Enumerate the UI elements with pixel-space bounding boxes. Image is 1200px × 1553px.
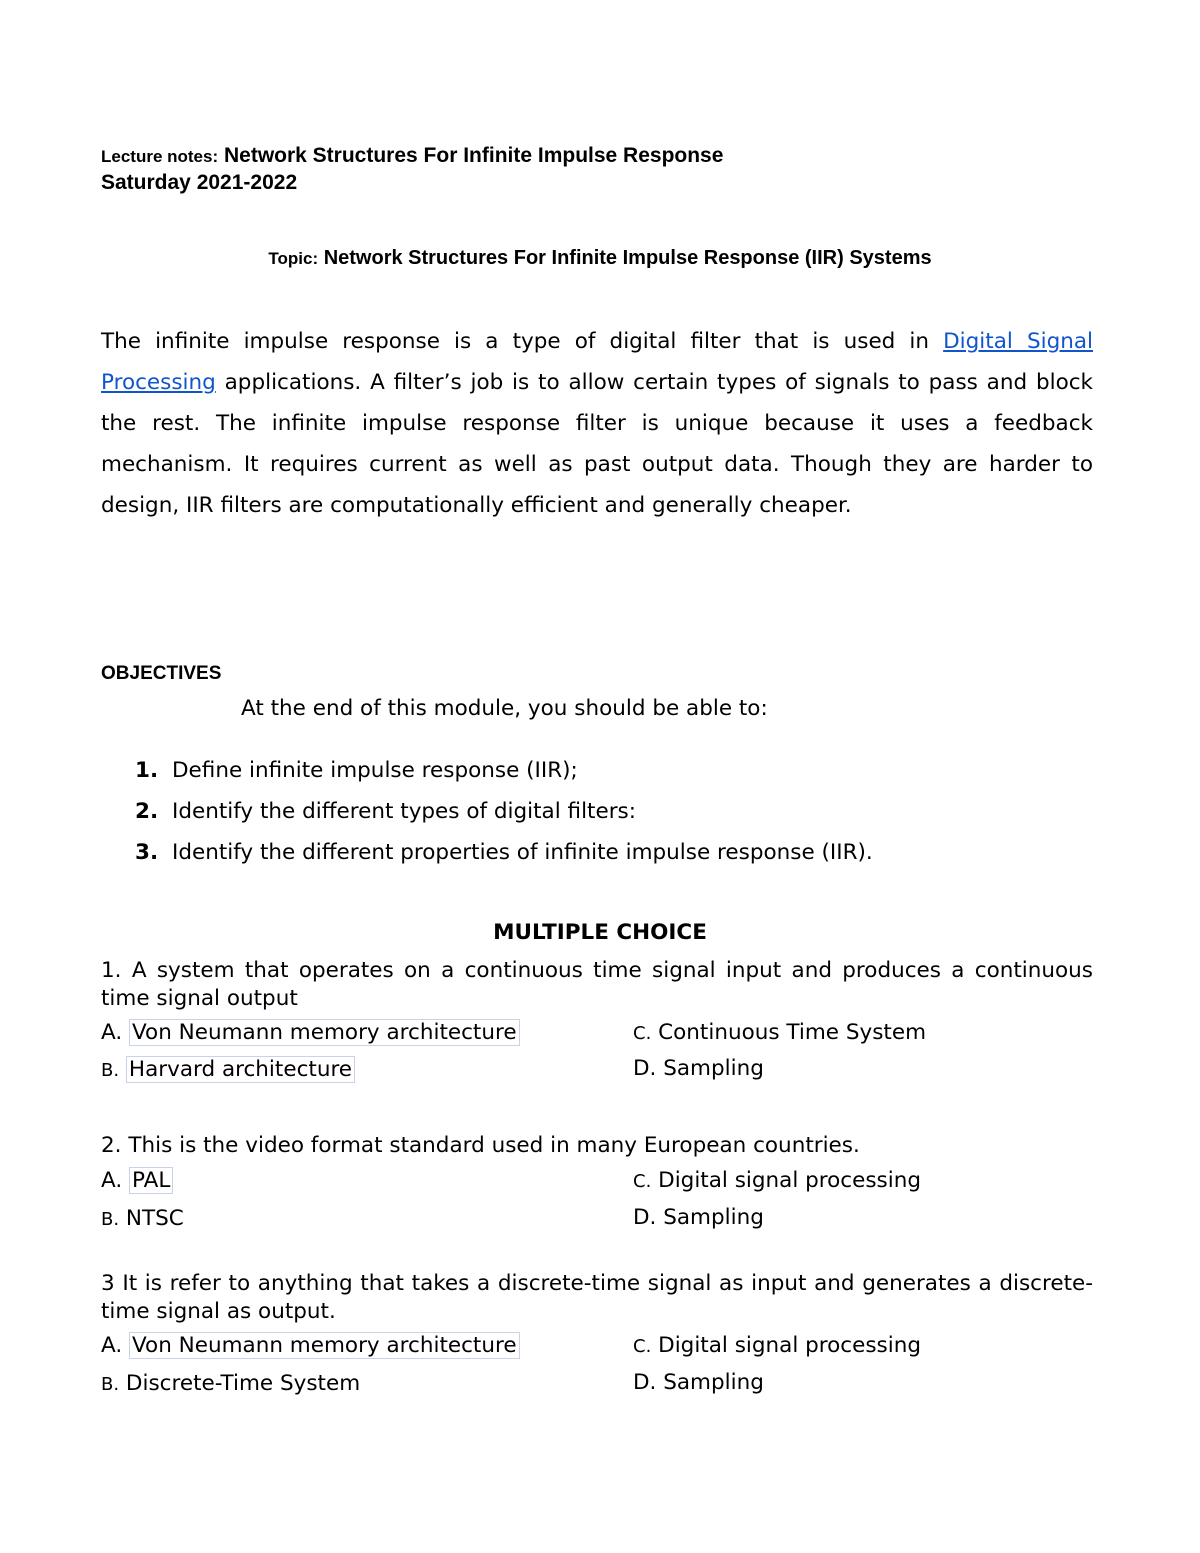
question-3-choice-c [633, 1333, 921, 1358]
objectives-list [135, 758, 873, 881]
choice-letter: B. [101, 1209, 120, 1230]
choice-text: Sampling [663, 1056, 764, 1081]
choice-text: Continuous Time System [658, 1020, 927, 1045]
choice-letter: D. [633, 1056, 657, 1081]
choice-letter: A. [101, 1020, 123, 1045]
lecture-title: Network Structures For Infinite Impulse Response [223, 144, 724, 167]
question-2-choice-c [633, 1168, 921, 1193]
choice-text: Sampling [663, 1205, 764, 1230]
choice-letter: B. [101, 1060, 120, 1081]
list-item-text: Define infinite impulse response (IIR); [172, 758, 578, 783]
list-item [135, 758, 873, 799]
lecture-label: Lecture notes: [101, 147, 219, 166]
choice-text: Digital signal processing [658, 1168, 922, 1193]
choice-letter: D. [633, 1205, 657, 1230]
list-item-text: Identify the different types of digital filters: [172, 799, 636, 824]
topic-title: Network Structures For Infinite Impulse Response (IIR) Systems [323, 247, 932, 269]
objectives-intro: At the end of this module, you should be able to: [241, 696, 768, 721]
choice-text: Discrete-Time System [125, 1371, 361, 1396]
question-1-choice-c [633, 1020, 926, 1045]
lecture-title-line [101, 144, 723, 168]
choice-letter: A. [101, 1168, 123, 1193]
multiple-choice-heading: MULTIPLE CHOICE [493, 920, 707, 945]
question-2-choice-a [101, 1168, 173, 1193]
choice-letter: C. [633, 1336, 652, 1357]
choice-letter: B. [101, 1374, 120, 1395]
list-item-text: Identify the different properties of infinite impulse response (IIR). [172, 840, 873, 865]
objectives-heading: OBJECTIVES [101, 663, 222, 684]
question-1-choice-d [633, 1056, 764, 1081]
list-item [135, 840, 873, 881]
list-item-number: 2. [135, 799, 159, 824]
digital-signal-processing-link[interactable]: Digital Signal Processing [101, 329, 1093, 395]
choice-text: Harvard architecture [126, 1056, 355, 1083]
choice-text: Sampling [663, 1370, 764, 1395]
list-item [135, 799, 873, 840]
choice-text: Von Neumann memory architecture [129, 1019, 520, 1046]
topic-line [0, 247, 1200, 270]
choice-text: Von Neumann memory architecture [129, 1332, 520, 1359]
intro-text-before-link: The infinite impulse response is a type of digital filter that is used in [101, 329, 944, 354]
question-1-text: 1. A system that operates on a continuous time signal input and produces a continuous time signal output [101, 958, 1093, 1011]
date-line: Saturday 2021-2022 [101, 171, 298, 194]
intro-text-after-link: applications. A filter’s job is to allow certain types of signals to pass and block the rest. The infinite impulse response filter is unique because it uses a feedback mechanism. It requires current as well as past output data. Though they are harder to design, IIR filters are computationally efficient and generally cheaper. [101, 370, 1093, 518]
question-2-choice-d [633, 1205, 764, 1230]
choice-letter: A. [101, 1333, 123, 1358]
question-1-choice-b [101, 1057, 355, 1082]
question-3-text: 3 It is refer to anything that takes a discrete-time signal as input and generates a discrete-time signal as output. [101, 1271, 1093, 1324]
intro-paragraph [101, 321, 1093, 526]
choice-text: Digital signal processing [658, 1333, 922, 1358]
list-item-number: 3. [135, 840, 159, 865]
question-3-choice-a [101, 1333, 520, 1358]
topic-label: Topic: [268, 249, 319, 268]
question-1-choice-a [101, 1020, 520, 1045]
choice-letter: C. [633, 1023, 652, 1044]
question-3-choice-d [633, 1370, 764, 1395]
choice-letter: C. [633, 1171, 652, 1192]
choice-letter: D. [633, 1370, 657, 1395]
question-2-choice-b [101, 1206, 184, 1231]
list-item-number: 1. [135, 758, 159, 783]
question-2-text: 2. This is the video format standard used in many European countries. [101, 1133, 860, 1158]
choice-text: PAL [129, 1167, 173, 1194]
choice-text: NTSC [125, 1206, 184, 1231]
question-3-choice-b [101, 1371, 360, 1396]
